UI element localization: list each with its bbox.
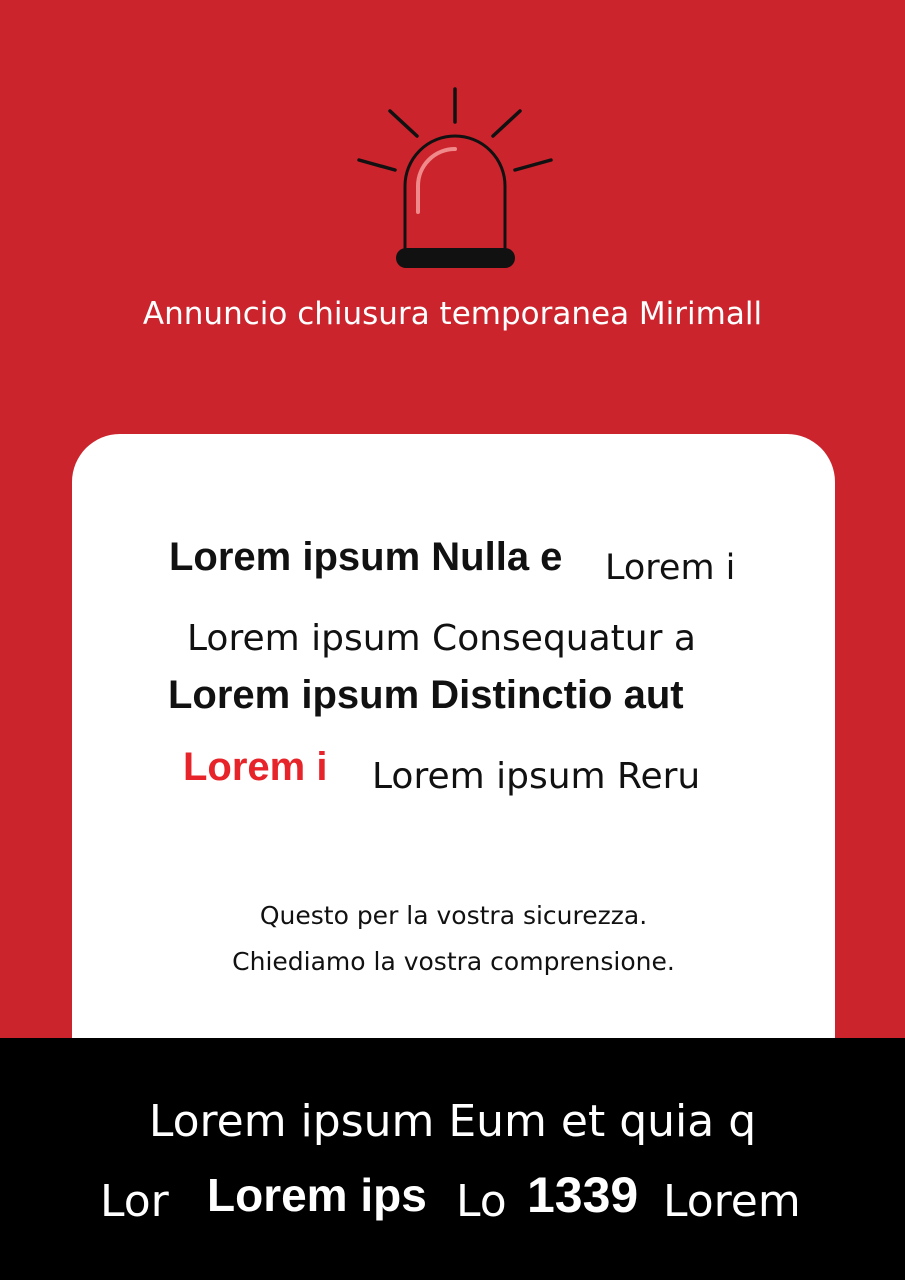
- safety-note-line1: Questo per la vostra sicurezza.: [259, 901, 648, 930]
- footer-item5: Lorem: [663, 1176, 801, 1227]
- card-line4-regular: Lorem ipsum Reru: [372, 756, 701, 797]
- card-line1-bold: Lorem ipsum Nulla e: [169, 535, 563, 579]
- footer-bar: [0, 1038, 905, 1280]
- card-line1-regular: Lorem i: [605, 548, 736, 588]
- footer-item2-bold: Lorem ips: [207, 1169, 427, 1221]
- footer-item4-number: 1339: [527, 1167, 639, 1223]
- card-line3-bold: Lorem ipsum Distinctio aut: [168, 673, 684, 717]
- footer-line1: Lorem ipsum Eum et quia q: [148, 1096, 757, 1147]
- footer-item1: Lor: [100, 1176, 169, 1227]
- card-line2: Lorem ipsum Consequatur a: [187, 618, 696, 659]
- announcement-title: Annuncio chiusura temporanea Mirimall: [142, 296, 763, 332]
- safety-note-line2: Chiediamo la vostra comprensione.: [232, 947, 675, 976]
- footer-item3: Lo: [456, 1176, 507, 1227]
- siren-alarm-icon: [355, 84, 555, 274]
- card-line4-red: Lorem i: [183, 745, 328, 789]
